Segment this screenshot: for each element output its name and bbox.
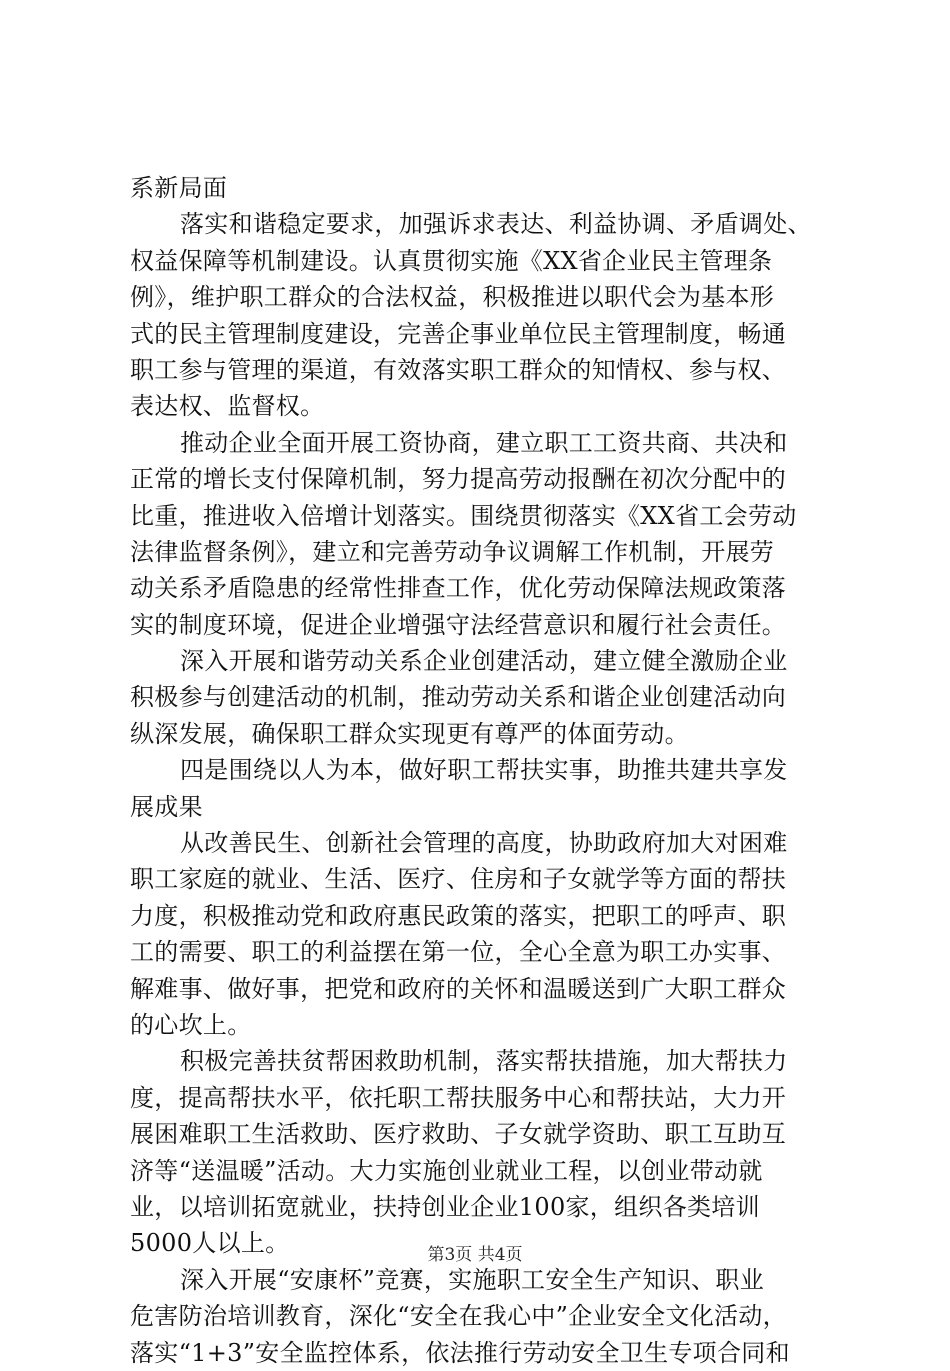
text-line: 系新局面 [130,174,228,202]
text-line: 纵深发展，确保职工群众实现更有尊严的体面劳动。 [130,719,689,748]
text-line: 式的民主管理制度建设，完善企事业单位民主管理制度，畅通 [130,319,787,348]
text-line: 例》，维护职工群众的合法权益，积极推进以职代会为基本形 [130,283,775,312]
text-line: 解难事、做好事，把党和政府的关怀和温暖送到广大职工群众 [130,974,787,1003]
text-line: 法律监督条例》，建立和完善劳动争议调解工作机制，开展劳 [130,537,775,566]
text-line: 职工家庭的就业、生活、医疗、住房和子女就学等方面的帮扶 [130,865,787,894]
text-line: 力度，积极推动党和政府惠民政策的落实，把职工的呼声、职 [130,901,787,930]
document-body [130,170,830,1371]
text-line: 落实“1+3”安全监控体系，依法推行劳动安全卫生专项合同和 [130,1338,790,1367]
text-line: 正常的增长支付保障机制，努力提高劳动报酬在初次分配中的 [130,465,787,494]
text-line: 工的需要、职工的利益摆在第一位，全心全意为职工办实事、 [130,938,787,967]
text-line: 四是围绕以人为本，做好职工帮扶实事，助推共建共享发 [180,756,788,785]
text-line: 济等“送温暖”活动。大力实施创业就业工程，以创业带动就 [130,1156,763,1185]
text-line: 落实和谐稳定要求，加强诉求表达、利益协调、矛盾调处、 [180,210,812,239]
text-line: 度，提高帮扶水平，依托职工帮扶服务中心和帮扶站，大力开 [130,1083,787,1112]
page-footer [0,1240,950,1265]
text-line: 推动企业全面开展工资协商，建立职工工资共商、共决和 [180,428,788,457]
text-line: 5000人以上。 [130,1229,290,1258]
text-line: 展成果 [130,792,203,821]
text-line: 展困难职工生活救助、医疗救助、子女就学资助、职工互助互 [130,1120,787,1149]
text-line: 深入开展“安康杯”竞赛，实施职工安全生产知识、职业 [180,1265,765,1294]
text-line: 职工参与管理的渠道，有效落实职工群众的知情权、参与权、 [130,355,787,384]
text-line: 危害防治培训教育，深化“安全在我心中”企业安全文化活动， [130,1302,787,1331]
text-line: 表达权、监督权。 [130,392,325,421]
text-line: 的心坎上。 [130,1010,252,1039]
page-number-label: 第3页 共4页 [427,1245,523,1265]
text-line: 从改善民生、创新社会管理的高度，协助政府加大对困难 [180,829,788,858]
text-line: 积极参与创建活动的机制，推动劳动关系和谐企业创建活动向 [130,683,787,712]
text-line: 积极完善扶贫帮困救助机制，落实帮扶措施，加大帮扶力 [180,1047,788,1076]
text-line: 比重，推进收入倍增计划落实。围绕贯彻落实《XX省工会劳动 [130,501,797,530]
text-line: 权益保障等机制建设。认真贯彻实施《XX省企业民主管理条 [130,246,773,275]
text-line: 实的制度环境，促进企业增强守法经营意识和履行社会责任。 [130,610,787,639]
text-line: 深入开展和谐劳动关系企业创建活动，建立健全激励企业 [180,647,788,676]
text-line: 业，以培训拓宽就业，扶持创业企业100家，组织各类培训 [130,1192,760,1221]
text-line: 动关系矛盾隐患的经常性排查工作，优化劳动保障法规政策落 [130,574,787,603]
